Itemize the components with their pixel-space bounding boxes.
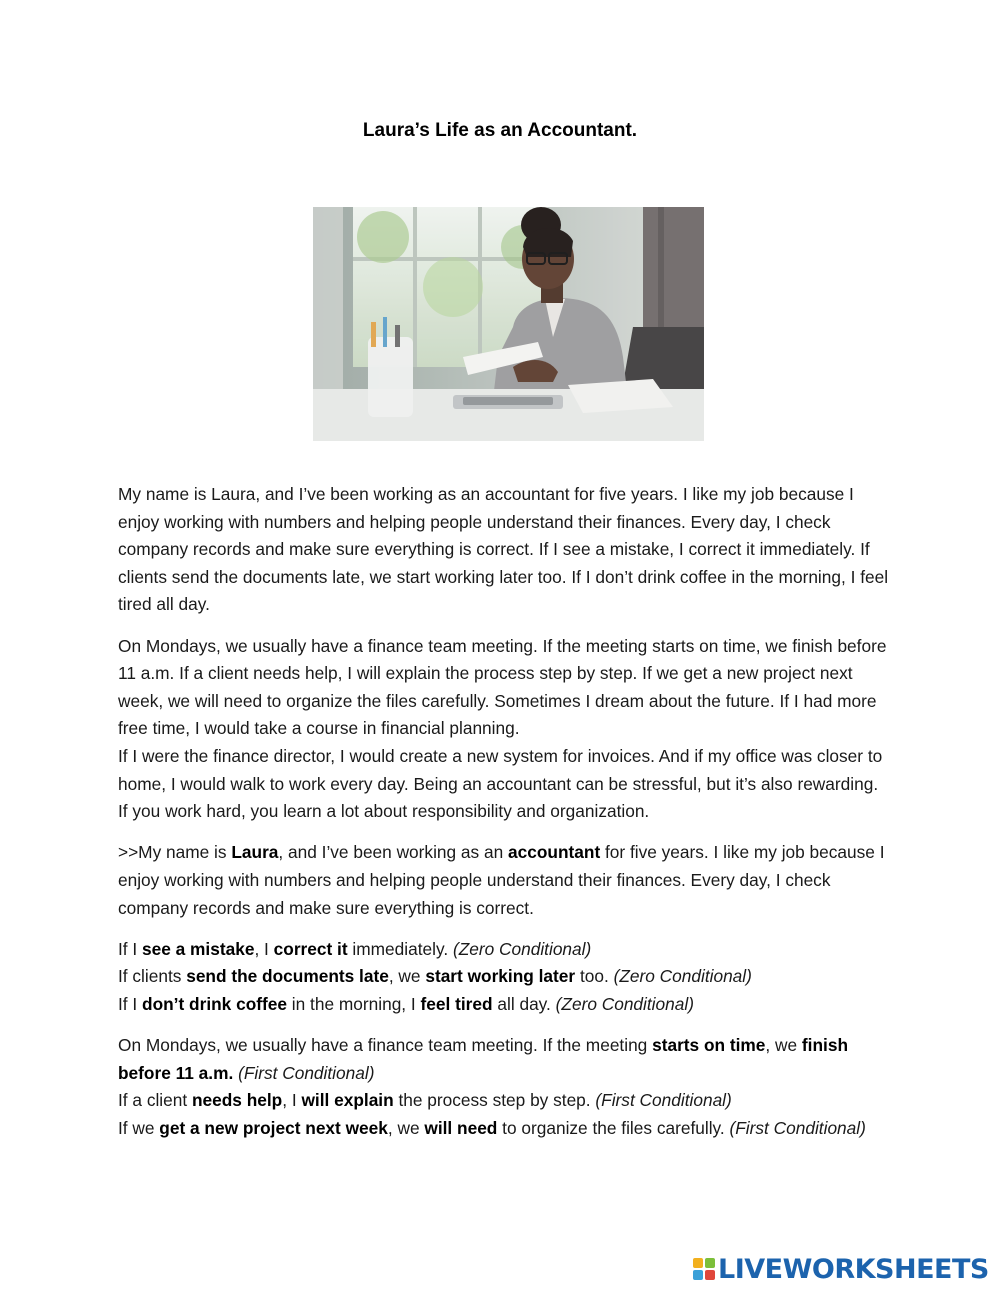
text-run: for five years. I like my job because I enjoy working with numbers and helping people understand their finances. Every day, I check company records and make sure everything is correct. [118, 842, 885, 918]
bold-phrase: start working later [425, 966, 576, 987]
text-run: all day. [492, 993, 556, 1014]
liveworksheets-logo [693, 1253, 989, 1285]
logo-tile [705, 1258, 715, 1268]
bold-phrase: get a new project next week [159, 1117, 388, 1138]
conditional-label: (First Conditional) [729, 1117, 866, 1138]
liveworksheets-logo-icon [693, 1258, 715, 1280]
logo-text: LIVEWORKSHEETS [718, 1253, 989, 1285]
text-run: If clients [118, 966, 187, 987]
bold-phrase: see a mistake [142, 938, 255, 959]
paragraph-3 [118, 839, 890, 922]
bold-phrase: finish before 11 a.m. [118, 1035, 849, 1083]
bold-phrase: correct it [273, 938, 348, 959]
paragraph-1 [118, 481, 890, 619]
text-run: , I [254, 938, 274, 959]
logo-tile [693, 1258, 703, 1268]
text-run: to organize the files carefully. [497, 1117, 730, 1138]
bold-phrase: will need [424, 1117, 498, 1138]
bold-phrase: don’t drink coffee [142, 993, 287, 1014]
text-run: immediately. [347, 938, 453, 959]
text-run: On Mondays, we usually have a finance team meeting. If the meeting starts on time, we finish before 11 a.m. If a client needs help, I will explain the process step by step. If we get a new project next week, we will need to organize the files carefully. Sometimes I dream about the future. If I had more free time, I would take a course in financial planning. [118, 635, 887, 739]
text-run: If I [118, 938, 143, 959]
bold-phrase: feel tired [420, 993, 493, 1014]
paragraph-5 [118, 1032, 890, 1142]
conditional-label: (First Conditional) [238, 1062, 375, 1083]
text-run: If a client [118, 1090, 192, 1111]
conditional-label: (Zero Conditional) [613, 966, 752, 987]
text-run: On Mondays, we usually have a finance team meeting. If the meeting [118, 1035, 653, 1056]
text-run: If I [118, 993, 143, 1014]
conditional-label: (Zero Conditional) [452, 938, 592, 959]
text-run: My name is Laura, and I’ve been working as an accountant for five years. I like my job because I enjoy working with numbers and helping people understand their finances. Every day, I check company records and make sure everything is correct. If I see a mistake, I correct it immediately. If clients send the documents late, we start working later too. If I don’t drink coffee in the morning, I feel tired all day. [118, 484, 889, 615]
worksheet-text [118, 481, 890, 1156]
text-run: too. [575, 966, 614, 987]
conditional-label: (First Conditional) [595, 1090, 732, 1111]
paragraph-2 [118, 633, 890, 826]
text-run: , we [765, 1035, 802, 1056]
text-run: If I were the finance director, I would create a new system for invoices. And if my office was closer to home, I would walk to work every day. Being an accountant can be stressful, but it’s also rewarding. If you work hard, you learn a lot about responsibility and organization. [118, 745, 883, 822]
text-run: the process step by step. [393, 1090, 596, 1111]
paragraph-4 [118, 936, 890, 1019]
bold-phrase: will explain [301, 1090, 394, 1111]
bold-phrase: send the documents late [186, 966, 389, 987]
bold-phrase: accountant [508, 842, 601, 863]
bold-phrase: needs help [191, 1090, 283, 1111]
document-title: Laura’s Life as an Accountant. [362, 120, 638, 141]
logo-tile [693, 1270, 703, 1280]
text-run: , we [387, 1117, 425, 1138]
woman-accountant-illustration [313, 207, 704, 441]
text-run: , and I’ve been working as an [278, 842, 509, 863]
bold-phrase: starts on time [652, 1035, 766, 1056]
accountant-photo [313, 207, 704, 441]
text-run: , we [388, 966, 426, 987]
text-run: in the morning, I [287, 993, 421, 1014]
text-run: If we [118, 1117, 160, 1138]
text-run: , I [282, 1090, 302, 1111]
text-run: >>My name is [118, 842, 232, 863]
conditional-label: (Zero Conditional) [555, 993, 694, 1014]
logo-tile [705, 1270, 715, 1280]
bold-phrase: Laura [231, 842, 279, 863]
